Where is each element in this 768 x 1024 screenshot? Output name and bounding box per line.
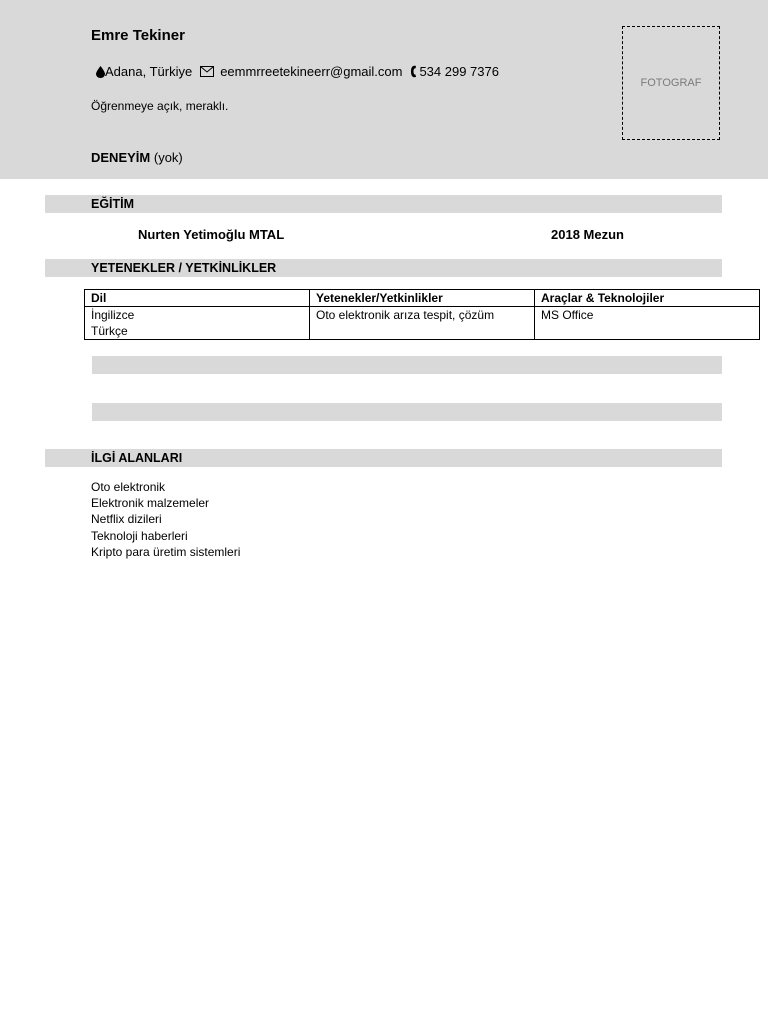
interests-list [91,479,240,560]
education-section-bar [45,195,722,213]
location-pin-icon [96,66,105,78]
list-item: Oto elektronik [91,480,166,494]
tools-cell: MS Office [535,307,760,340]
list-item: Elektronik malzemeler [91,496,210,511]
skills-title: YETENEKLER / YETKİNLİKLER [91,261,277,275]
skills-row [85,307,760,340]
skills-table [84,289,760,340]
language-item: Türkçe [91,324,128,338]
skills-header-row [85,290,760,307]
experience-label: DENEYİM [91,150,151,165]
experience-value: (yok) [153,150,183,165]
skills-header-language: Dil [85,290,310,307]
experience-heading [91,150,183,165]
list-item: Netflix dizileri [91,512,162,527]
photo-placeholder [622,26,720,140]
phone-icon [410,65,417,78]
empty-section-bar [92,356,722,374]
skills-header-tools: Araçlar & Teknolojiler [535,290,760,307]
envelope-icon [200,66,214,77]
phone-text: 534 299 7376 [419,64,499,79]
email-link[interactable]: eemmrreetekineerr@gmail.com [220,64,403,79]
interests-title: İLGİ ALANLARI [91,451,183,465]
language-item: İngilizce [91,308,135,322]
skills-header-abilities: Yetenekler/Yetkinlikler [310,290,535,307]
education-title: EĞİTİM [91,197,135,211]
summary-text: Öğrenmeye açık, meraklı. [91,99,229,113]
empty-section-bar [92,403,722,421]
photo-label: FOTOGRAF [640,77,702,89]
candidate-name: Emre Tekiner [91,27,185,44]
header-section [0,0,768,179]
education-school: Nurten Yetimoğlu MTAL [138,227,285,242]
abilities-cell: Oto elektronik arıza tespit, çözüm [310,307,535,340]
contact-line [96,64,499,79]
education-year: 2018 Mezun [551,227,624,242]
list-item: Kripto para üretim sistemleri [91,544,241,559]
list-item: Teknoloji haberleri [91,528,188,543]
languages-cell [85,307,310,340]
location-text: Adana, Türkiye [105,64,193,79]
